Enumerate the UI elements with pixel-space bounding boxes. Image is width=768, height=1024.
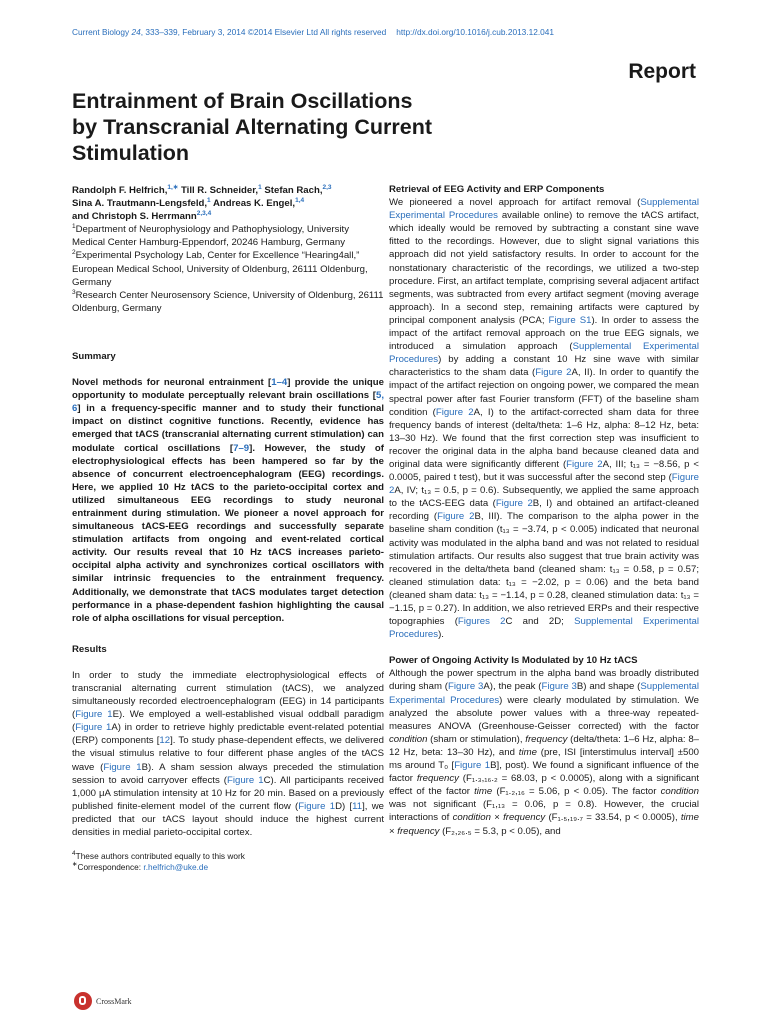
journal-volume: 24 [131,27,141,37]
affil-number: 1 [72,223,76,231]
affil-number: 2 [72,249,76,257]
supp-link[interactable]: Supplemental Experimental Procedures [389,681,700,706]
author-affil-sup[interactable]: 1,∗ [167,183,179,191]
crossmark-label: CrossMark [96,996,132,1006]
ref-link[interactable]: 11 [352,800,363,812]
supp-link[interactable]: Supplemental Experimental Procedures [389,341,699,366]
left-column [72,184,384,873]
author-affil-sup[interactable]: 1 [207,196,211,204]
author-name: Randolph F. Helfrich, [72,185,168,196]
affiliation [72,223,384,249]
power-text: Although the power spectrum in the alpha band was broadly distributed during sham (Figure 3A), the peak (Figure 3B) and shape (Supplemental Experimental Procedures) were clearly modulated by stimulation. We analyzed the absolute power values with a three-way repeated-measures ANOVA (Greenhouse-Geisser corrected) with the factor condition (sham or stimulation), frequency (delta/theta: 1–6 Hz, alpha: 8–12 Hz, beta: 13–30 Hz), and time (pre, ISI [interstimulus interval] ±500 ms around T₀ [Figure 1B], post). We found a significant influence of the factor frequency (F₁.₃,₁₆.₂ = 68.03, p < 0.0005), along with a significant effect of the factor time (F₁.₂,₁₆ = 5.06, p < 0.05). The factor condition was not significant (F₁,₁₃ = 0.06, p = 0.8). However, the crucial interactions of condition × frequency (F₁.₅,₁₉.₇ = 33.54, p < 0.0005), time × frequency (F₂,₂₆.₅ = 5.3, p < 0.05), and [389,668,700,837]
footnote-correspondence: ∗Correspondence: r.helfrich@uke.de [72,861,209,873]
article-title: Entrainment of Brain Oscillations by Transcranial Alternating Current Stimulation [72,89,433,165]
author-name: Sina A. Trautmann-Lengsfeld, [72,198,208,210]
affil-text: Research Center Neurosensory Science, University of Oldenburg, 26111 Oldenburg, Germany [72,289,384,314]
author-affil-sup[interactable]: 2,3,4 [196,210,212,217]
figure-link[interactable]: Figure 2 [435,406,474,418]
journal-pages: , 333–339, February 3, 2014 ©2014 Elsevier Ltd All rights reserved [140,27,387,37]
figure-link[interactable]: Figures 2 [457,616,506,628]
article-type: Report [628,60,696,83]
figure-link[interactable]: Figure 1 [298,800,336,812]
results-text: In order to study the immediate electrophysiological effects of transcranial alternating current stimulation (tACS), we analyzed simultaneously recorded electroencephalogram (EEG) in 14 participants (Figure 1E). We employed a well-established visual oddball paradigm (Figure 1A) in order to retrieve highly predictable event-related potential (ERP) components [12]. To study phase-dependent effects, we delivered the visual stimulus relative to four different phase angles of the tACS wave (Figure 1B). A sham session always preceded the stimulation session to avoid carryover effects (Figure 1C). All participants received 1,000 μA stimulation intensity at 10 Hz for 20 min. Based on a previously published finite-element model of the current flow (Figure 1D) [11], we predicted that our tACS layout should induce the highest current densities in medial parieto-occipital cortex. [72,669,385,839]
figure-link[interactable]: Figure 2 [535,367,572,379]
ref-link[interactable]: 1–4 [271,377,288,389]
figure-link[interactable]: Figure 2 [566,458,603,470]
summary-text: Novel methods for neuronal entrainment [1–4] provide the unique opportunity to modulate perceptually relevant brain oscillations [5, 6] in a frequency-specific manner and to study their functional impact on distinct cognitive functions. Recently, evidence has emerged that tACS (transcranial alternating current stimulation) can modulate cortical oscillations [7–9]. However, the study of electrophysiological effects has been hampered so far by the absence of concurrent electroencephalogram (EEG) recordings. Here, we applied 10 Hz tACS to the parieto-occipital cortex and utilized simultaneous EEG recordings to study neuronal entrainment during stimulation. We pioneer a novel approach for simultaneous tACS-EEG recordings and successfully separate stimulation artifacts from ongoing and event-related cortical activity. Our results reveal that 10 Hz tACS increases parieto-occipital alpha activity and synchronizes cortical oscillators with similar intrinsic frequencies to the entrainment frequency. Additionally, we demonstrate that tACS modulates target detection performance in a phase-dependent fashion highlighting the causal role of alpha oscillations for visual perception. [72,377,384,624]
author-affil-sup[interactable]: 1 [258,183,262,191]
affil-text: Department of Neurophysiology and Pathophysiology, University Medical Center Hamburg-Eppendorf, 20246 Hamburg, Germany [72,224,350,249]
supp-link[interactable]: Supplemental Experimental Procedures [389,616,699,641]
email-link[interactable]: r.helfrich@uke.de [143,862,209,873]
summary-heading: Summary [72,350,116,362]
ref-link[interactable]: 5, 6 [72,390,384,415]
figure-link[interactable]: Figure 1 [103,761,142,773]
crossmark-icon [74,992,92,1010]
affiliations [72,223,384,315]
affil-text: Experimental Psychology Lab, Center for Excellence “Hearing4all,” European Medical School, University of Oldenburg, 26111 Oldenburg, Germany [72,250,368,288]
figure-link[interactable]: Figure 1 [75,722,112,734]
author-name: Till R. Schneider, [178,185,259,196]
author-affil-sup[interactable]: 1,4 [295,196,305,204]
figure-link[interactable]: Figure 3 [541,681,577,693]
ref-link[interactable]: 7–9 [233,442,250,454]
figure-link[interactable]: Figure 1 [454,760,491,772]
affiliation [72,249,384,288]
retrieval-text: We pioneered a novel approach for artifact removal (Supplemental Experimental Procedures available online) to remove the tACS artifact, which ideally would be removed by subtracting a constant sine wave fitted to the recordings. However, due to slight signal variations this approach did not yield satisfactory results. In order to account for the nonstationary characteristic of the recordings, we utilized a two-step procedure. First, an artifact template, comprising several adjacent artifact segments, was subtracted from every artifact segment (moving average approach). In a second step, remaining artifacts were captured by principal component analysis (PCA; Figure S1). In order to assess the impact of the artifact removal approach on the true EEG signals, we introduced a simulation approach (Supplemental Experimental Procedures) by adding a constant 10 Hz sine wave with similar characteristics to the sham data (Figure 2A, II). In order to quantify the impact of the artifact rejection on ongoing power, we compared the mean spectral power after fast Fourier transform (FFT) of the baseline sham condition (Figure 2A, I) to the artifact-corrected sham data for three frequency bands of interest (delta/theta: 1–6 Hz, alpha: 8–12 Hz, beta: 13–30 Hz). We found that the first correction step was insufficient to recover the original data in the alpha band because cleaned data and original data were significantly different (Figure 2A, III; t₁₃ = −8.56, p < 0.0005, paired t test), but it was successful after the second step (Figure 2A, IV; t₁₃ = 0.5, p = 0.6). Subsequently, we applied the same approach to the tACS-EEG data (Figure 2B, I) and obtained an artifact-cleaned recording (Figure 2B, III). The comparison to the alpha power in the baseline sham condition (t₁₃ = −3.74, p < 0.005) indicated that neuronal activity was modulated in the alpha band and was not related to residual stimulation artifacts. Our results also suggest that true brain activity was recovered in the delta/theta band (cleaned sham: t₁₃ = 0.58, p = 0.57; cleaned stimulation data: t₁₃ = −2.02, p = 0.06) and the beta band (cleaned sham data: t₁₃ = −1.14, p = 0.28, cleaned stimulation data: t₁₃ = −1.15, p = 0.27). In addition, we also retrieved ERPs and their respective topographies (Figures 2C and 2D; Supplemental Experimental Procedures). [389,197,700,641]
author-affil-sup[interactable]: 2,3 [322,183,332,191]
author-name: and Christoph S. Herrmann [72,211,197,223]
retrieval-heading: Retrieval of EEG Activity and ERP Components [389,184,605,195]
running-header [72,27,554,37]
right-column [389,183,699,838]
footnote-equal: $^4$These authors contributed equally to this work [72,850,245,862]
figure-link[interactable]: Figure 2 [495,498,533,510]
figure-link[interactable]: Figure 2 [389,472,699,497]
power-heading: Power of Ongoing Activity Is Modulated by 10 Hz tACS [389,655,638,667]
figure-link[interactable]: Figure 2 [437,511,475,523]
supp-link[interactable]: Supplemental Experimental Procedures [389,197,699,222]
figure-link[interactable]: Figure 1 [75,709,113,721]
figure-link[interactable]: Figure 3 [448,681,484,693]
affil-number: 3 [72,288,76,296]
footnotes [72,851,384,873]
ref-link[interactable]: 12 [159,735,171,747]
author-list [72,184,384,223]
affiliation [72,289,384,315]
figure-link[interactable]: Figure S1 [548,314,592,326]
results-heading: Results [72,643,107,655]
crossmark-badge[interactable] [74,990,144,1012]
doi-link[interactable]: http://dx.doi.org/10.1016/j.cub.2013.12.041 [396,27,554,37]
author-name: Stefan Rach, [261,185,323,196]
figure-link[interactable]: Figure 1 [227,774,264,786]
journal-name: Current Biology [72,27,130,37]
author-name: Andreas K. Engel, [210,198,296,210]
